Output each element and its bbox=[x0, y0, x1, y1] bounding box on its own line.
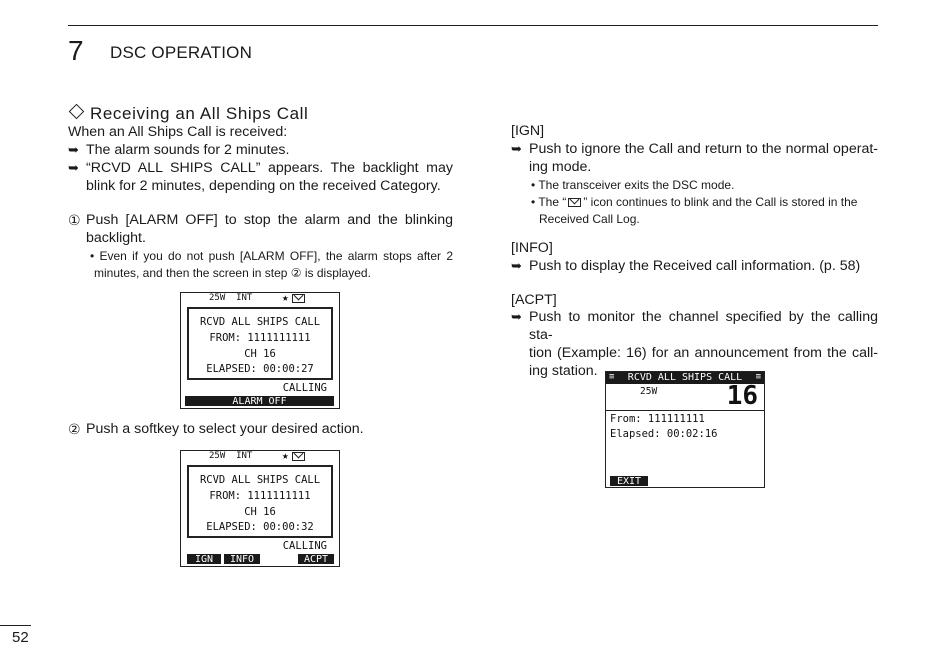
ign-description bbox=[511, 140, 878, 228]
page-number: 52 bbox=[12, 629, 29, 646]
bullet-text: “RCVD ALL SHIPS CALL” appears. The backlight may bbox=[86, 160, 453, 176]
star-icon: ★ bbox=[282, 449, 289, 462]
ign-text: ing mode. bbox=[529, 159, 592, 175]
acpt-text: ing station. bbox=[529, 363, 598, 379]
list-item bbox=[68, 141, 453, 159]
note-text: • The transceiver exits the DSC mode. bbox=[531, 178, 735, 192]
from-line: From: 111111111 bbox=[610, 413, 705, 425]
message-line: FROM: 1111111111 bbox=[209, 490, 311, 502]
arrow-icon: ➥ bbox=[68, 142, 79, 157]
softkey-ign[interactable]: IGN bbox=[187, 554, 221, 564]
message-line: ELAPSED: 00:00:32 bbox=[206, 521, 314, 533]
arrow-icon: ➥ bbox=[511, 309, 522, 324]
ign-text: Push to ignore the Call and return to the normal operat- bbox=[529, 141, 878, 157]
step-1 bbox=[68, 211, 453, 282]
section-title bbox=[68, 104, 308, 124]
info-heading: [INFO] bbox=[511, 240, 553, 256]
lcd-screen-info bbox=[605, 371, 765, 488]
step-2-marker: ② bbox=[68, 421, 81, 437]
acpt-description bbox=[511, 308, 878, 380]
list-item bbox=[68, 159, 453, 195]
header-rule bbox=[68, 25, 878, 26]
power-label: 25W bbox=[640, 386, 658, 397]
arrow-icon: ➥ bbox=[511, 141, 522, 156]
acpt-heading: [ACPT] bbox=[511, 292, 557, 308]
menu-icon: ≡ bbox=[755, 372, 761, 382]
menu-icon: ≡ bbox=[609, 372, 615, 382]
message-line: CH 16 bbox=[244, 506, 276, 518]
chapter-number: 7 bbox=[68, 35, 84, 66]
screen-title: RCVD ALL SHIPS CALL bbox=[627, 372, 743, 383]
step-text: Push a softkey to select your desired action. bbox=[86, 421, 364, 437]
elapsed-line: Elapsed: 00:02:16 bbox=[610, 428, 718, 440]
calling-label: CALLING bbox=[282, 540, 327, 552]
envelope-icon bbox=[568, 198, 581, 207]
message-box bbox=[187, 307, 333, 380]
info-text: Push to display the Received call information. (p. 58) bbox=[529, 258, 861, 274]
bullet-text: The alarm sounds for 2 minutes. bbox=[86, 142, 290, 158]
step-text: backlight. bbox=[86, 230, 146, 246]
section-title-text: Receiving an All Ships Call bbox=[90, 104, 309, 123]
info-description bbox=[511, 257, 878, 275]
arrow-icon: ➥ bbox=[511, 258, 522, 273]
arrow-icon: ➥ bbox=[68, 160, 79, 175]
message-line: ELAPSED: 00:00:27 bbox=[206, 363, 314, 375]
status-line: 25W INT bbox=[209, 451, 253, 461]
acpt-text: tion (Example: 16) for an announcement from the call- bbox=[529, 345, 878, 361]
message-line: RCVD ALL SHIPS CALL bbox=[199, 474, 321, 486]
note-text: • Even if you do not push [ALARM OFF], the alarm stops after 2 bbox=[90, 249, 453, 263]
note-text: ” icon continues to blink and the Call is stored in the bbox=[583, 195, 858, 209]
step-2 bbox=[68, 420, 453, 438]
footer-rule bbox=[0, 625, 31, 626]
message-line: FROM: 1111111111 bbox=[209, 332, 311, 344]
softkey-info[interactable]: INFO bbox=[224, 554, 260, 564]
step-1-marker: ① bbox=[68, 212, 81, 228]
lcd-screen-options bbox=[180, 450, 340, 567]
note-text: Received Call Log. bbox=[539, 212, 640, 226]
ign-heading: [IGN] bbox=[511, 123, 545, 139]
note-text: minutes, and then the screen in step ② is displayed. bbox=[94, 266, 371, 280]
divider bbox=[606, 410, 764, 411]
step-text: Push [ALARM OFF] to stop the alarm and the blinking bbox=[86, 212, 453, 228]
star-icon: ★ bbox=[282, 291, 289, 304]
envelope-icon bbox=[292, 452, 305, 461]
channel-number: 16 bbox=[726, 381, 758, 411]
softkey-alarm-off[interactable]: ALARM OFF bbox=[185, 396, 334, 406]
message-line: RCVD ALL SHIPS CALL bbox=[199, 316, 321, 328]
intro-text: When an All Ships Call is received: bbox=[68, 124, 288, 140]
calling-label: CALLING bbox=[282, 382, 327, 394]
softkey-acpt[interactable]: ACPT bbox=[298, 554, 334, 564]
note-text: • The “ bbox=[531, 195, 567, 209]
bullet-text: blink for 2 minutes, depending on the received Category. bbox=[86, 178, 441, 194]
status-line: 25W INT bbox=[209, 293, 253, 303]
envelope-icon bbox=[292, 294, 305, 303]
lcd-screen-alarm bbox=[180, 292, 340, 409]
message-line: CH 16 bbox=[244, 348, 276, 360]
acpt-text: Push to monitor the channel specified by the calling sta- bbox=[529, 309, 878, 343]
diamond-icon bbox=[69, 104, 85, 120]
chapter-title: DSC OPERATION bbox=[110, 43, 253, 62]
message-box bbox=[187, 465, 333, 538]
softkey-exit[interactable]: EXIT bbox=[610, 476, 648, 486]
